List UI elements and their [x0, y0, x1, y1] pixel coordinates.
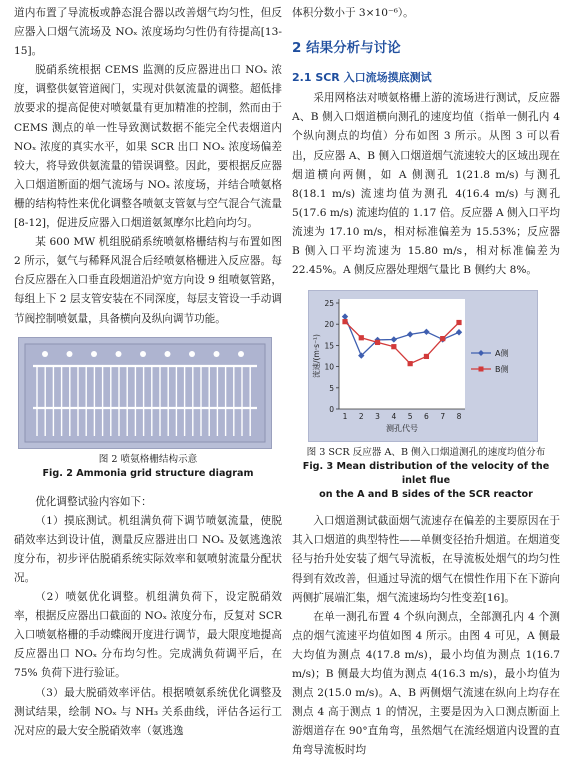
subsection-heading: 2.1 SCR 入口流场摸底测试 [292, 71, 432, 85]
figure-3-caption-en-line2: on the A and B sides of the SCR reactor [319, 489, 533, 501]
valve-icon [140, 351, 146, 357]
legend-marker [478, 350, 484, 356]
paragraph: 入口烟道测试截面烟气流速存在偏差的主要原因在于其入口烟道的典型特性——单侧变径抬升烟道。在烟道变径与抬升处安装了烟气导流板，在导流板处烟气的均匀性得到有效改善，但通过导流的烟气在惯性作用下在下游向两侧扩展端汇集，烟气流速场均匀性变差[16]。 [292, 515, 560, 604]
x-tick-label: 4 [391, 412, 397, 422]
x-tick-label: 3 [375, 412, 380, 422]
legend-label: B侧 [495, 365, 509, 375]
x-axis-label: 测孔代号 [386, 424, 418, 434]
data-point [424, 354, 429, 359]
x-tick-label: 7 [440, 412, 446, 422]
y-axis-label: 流速/(m·s⁻¹) [312, 334, 321, 379]
x-tick-label: 1 [342, 412, 348, 422]
y-tick-label: 20 [324, 320, 334, 330]
paragraph: 采用网格法对喷氨格栅上游的流场进行测试，反应器 A、B 侧入口烟道横向测孔的速度均值（指单一侧孔内 4 个纵向测点的均值）分布如图 3 所示。从图 3 可以看出，反应器 A、B 侧入口烟道烟气流速较大的区域出现在烟道横向两侧，如 A 侧测孔 1(21.8 m/s) 与测孔 8(18.1 m/s) 流速均值为测孔 4(16.4 m/s) 与测孔 5(17.6 m/s) 流速均值的 1.17 倍。反应器 A 侧入口平均流速为 17.10 m/s，相对标准偏差为 15.53%；反应器 B 侧入口平均流速为 15.80 m/s，相对标准偏差为 22.45%。A 侧反应器处理烟气量比 B 侧约大 8%。 [292, 92, 560, 277]
valve-icon [67, 351, 73, 357]
paragraph: （1）摸底测试。机组满负荷下调节喷氨流量，使脱硝效率达到设计值，测量反应器进出口 NOₓ 及氨逃逸浓度分布，初步评估脱硝系统实际效率和氨喷射流量分配状况。 [14, 514, 282, 584]
x-tick-label: 8 [456, 412, 462, 422]
figure-2-caption: 图 2 喷氨格栅结构示意 [98, 453, 198, 465]
valve-icon [189, 351, 195, 357]
data-point [375, 340, 380, 345]
paragraph: 脱硝系统根据 CEMS 监测的反应器进出口 NOₓ 浓度，调整供氨管道阀门，实现对供氨流量的调整。超低排放要求的提高促使对喷氨量有更加精准的控制，然而由于 CEMS 测点的单一性导致测试数据不能完全代表烟道内 NOₓ 浓度的真实水平，如果 SCR 出口 NOₓ 浓度场偏差较大，将导致供氨流量的错误调整。因此，要根据反应器入口烟道断面的烟气流场与 NOₓ 浓度场，并结合喷氨格栅的结构特性来优化调整各喷氨支管氨与空气混合气流量[8-12]，促进反应器入口烟道氨氮摩尔比趋向均匀。 [14, 64, 282, 230]
paragraph: 道内布置了导流板或静态混合器以改善烟气均匀性，但反应器入口烟气流场及 NOₓ 浓度场均匀性仍有待提高[13-15]。 [14, 7, 282, 58]
paragraph: 某 600 MW 机组脱硝系统喷氨格栅结构与布置如图 2 所示，氨气与稀释风混合后经喷氨格栅进入反应器。每台反应器在入口垂直段烟道沿炉宽方向设 9 组喷氨管路，每组上下 2 层支管安装在不同深度，每层支管设一手动调节阀控制喷氨量，具备横向及纵向调节功能。 [14, 236, 282, 325]
figure-3-caption-en [292, 460, 560, 502]
ammonia-grid-figure [18, 337, 272, 449]
x-tick-label: 6 [424, 412, 429, 422]
figure-3-caption: 图 3 SCR 反应器 A、B 侧入口烟道测孔的速度均值分布 [306, 447, 546, 459]
x-tick-label: 2 [358, 412, 364, 422]
valve-icon [238, 351, 244, 357]
x-tick-label: 5 [407, 412, 413, 422]
valve-icon [116, 351, 122, 357]
left-column [14, 4, 282, 741]
paragraph: （2）喷氨优化调整。机组满负荷下，设定脱硝效率，根据反应器出口截面的 NOₓ 浓度分布，反复对 SCR 入口喷氨格栅的手动蝶阀开度进行调节，最大限度地提高反应器出口 NOₓ 分布均匀性。完成满负荷调平后，在 75% 负荷下进行验证。 [14, 591, 282, 680]
y-tick-label: 5 [329, 384, 334, 394]
paragraph: （3）最大脱硝效率评估。根据喷氨系统优化调整及测试结果，绘制 NOₓ 与 NH₃ 关系曲线，评估各运行工况对应的最大安全脱硝效率（氨逃逸 [14, 686, 282, 737]
section-heading: 2 结果分析与讨论 [292, 40, 401, 57]
valve-icon [214, 351, 220, 357]
y-tick-label: 15 [324, 341, 334, 351]
y-tick-label: 25 [324, 299, 334, 309]
valve-icon [91, 351, 97, 357]
velocity-chart-svg [309, 291, 537, 441]
ammonia-grid-drawing [19, 338, 271, 448]
right-column [292, 4, 560, 760]
data-point [440, 336, 445, 341]
data-point [342, 319, 347, 324]
y-tick-label: 0 [329, 405, 334, 415]
figure-3-caption-en-line1: Fig. 3 Mean distribution of the velocity of the inlet flue [302, 461, 550, 487]
valve-icon [165, 351, 171, 357]
paragraph: 在单一测孔布置 4 个纵向测点，全部测孔内 4 个测点的烟气流速平均值如图 4 所示。由图 4 可见，A 侧最大均值为测点 4(17.8 m/s)，最小均值为测点 1(16.7 m/s)；B 侧最大均值为测点 4(16.3 m/s)，最小均值为测点 2(15.0 m/s)。A、B 两侧烟气流速在纵向上均存在测点 4 高于测点 1 的情况，主要是因为入口测点断面上游烟道存在 90°直角弯，虽然烟气在流经烟道内设置的直角弯导流板时均 [292, 610, 560, 757]
data-point [359, 335, 364, 340]
plot-area [339, 299, 465, 409]
data-point [456, 320, 461, 325]
data-point [408, 361, 413, 366]
paragraph: 优化调整试验内容如下： [35, 495, 152, 508]
y-tick-label: 10 [324, 362, 334, 372]
data-point [391, 344, 396, 349]
legend-label: A侧 [495, 349, 509, 359]
legend-marker [479, 367, 484, 372]
figure-2-caption-en: Fig. 2 Ammonia grid structure diagram [42, 467, 254, 479]
velocity-chart [308, 290, 538, 442]
valve-icon [42, 351, 48, 357]
paragraph: 体积分数小于 3×10⁻⁶）。 [292, 7, 414, 19]
